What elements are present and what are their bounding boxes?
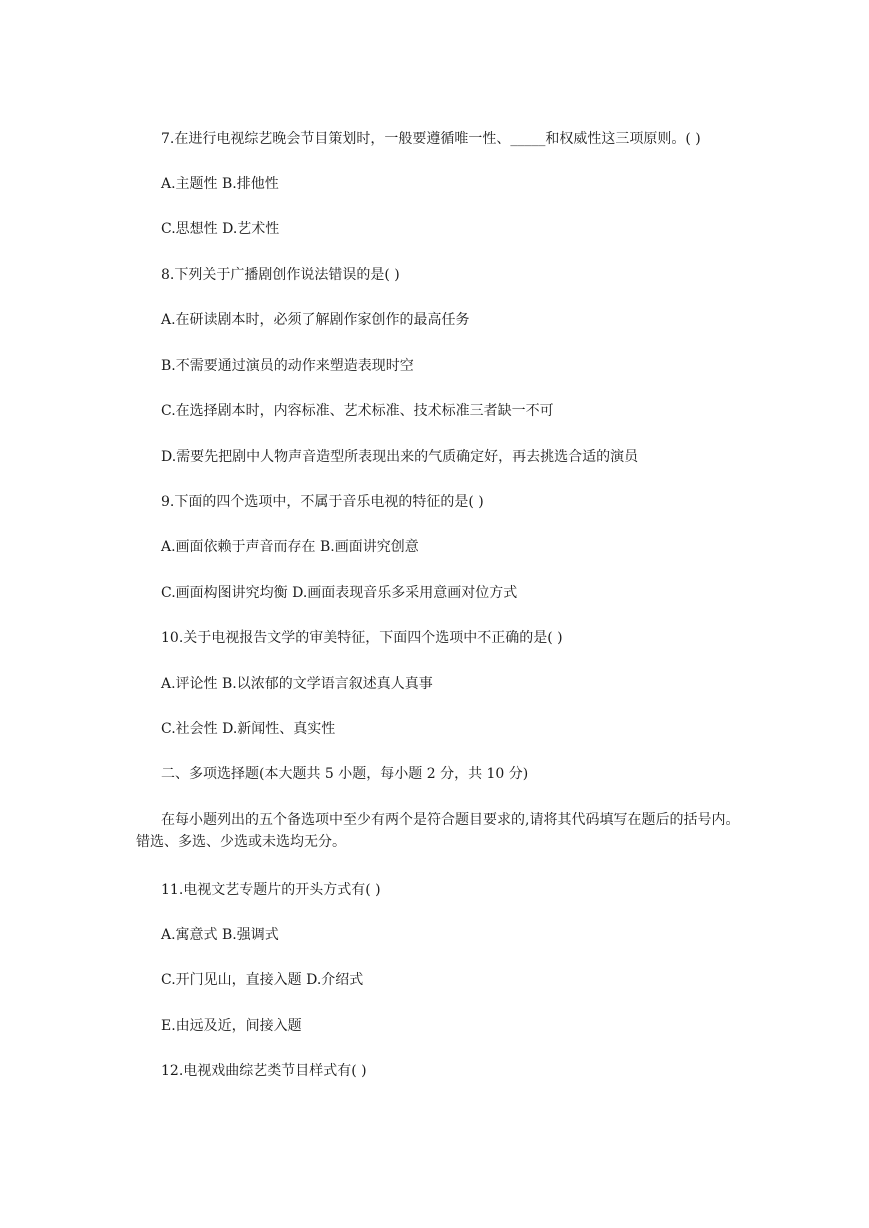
question-7-stem: 7.在进行电视综艺晚会节目策划时，一般要遵循唯一性、_____和权威性这三项原则。( ) — [161, 131, 701, 147]
question-12-stem: 12.电视戏曲综艺类节目样式有( ) — [161, 1063, 367, 1079]
question-8-option-d: D.需要先把剧中人物声音造型所表现出来的气质确定好，再去挑选合适的演员 — [161, 449, 639, 465]
question-8-option-a: A.在研读剧本时，必须了解剧作家创作的最高任务 — [161, 312, 470, 328]
question-8-option-c: C.在选择剧本时，内容标准、艺术标准、技术标准三者缺一不可 — [161, 403, 554, 419]
question-11-options-ab: A.寓意式 B.强调式 — [161, 927, 279, 943]
question-8-option-b: B.不需要通过演员的动作来塑造表现时空 — [161, 358, 414, 374]
question-11-stem: 11.电视文艺专题片的开头方式有( ) — [161, 882, 381, 898]
question-11-option-e: E.由远及近，间接入题 — [161, 1018, 302, 1034]
question-9-options-cd: C.画面构图讲究均衡 D.画面表现音乐多采用意画对位方式 — [161, 585, 518, 601]
question-10-stem: 10.关于电视报告文学的审美特征，下面四个选项中不正确的是( ) — [161, 630, 563, 646]
question-7-options-ab: A.主题性 B.排他性 — [161, 176, 279, 192]
question-10-options-ab: A.评论性 B.以浓郁的文学语言叙述真人真事 — [161, 676, 433, 692]
question-9-stem: 9.下面的四个选项中，不属于音乐电视的特征的是( ) — [161, 494, 484, 510]
question-9-options-ab: A.画面依赖于声音而存在 B.画面讲究创意 — [161, 539, 419, 555]
question-7-options-cd: C.思想性 D.艺术性 — [161, 221, 280, 237]
question-11-options-cd: C.开门见山，直接入题 D.介绍式 — [161, 972, 364, 988]
question-10-options-cd: C.社会性 D.新闻性、真实性 — [161, 721, 336, 737]
section-2-heading: 二、多项选择题(本大题共 5 小题，每小题 2 分，共 10 分) — [161, 766, 529, 782]
section-2-instruction: 在每小题列出的五个备选项中至少有两个是符合题目要求的,请将其代码填写在题后的括号内。错选、多选、少选或未选均无分。 — [136, 812, 740, 850]
question-8-stem: 8.下列关于广播剧创作说法错误的是( ) — [161, 267, 400, 283]
